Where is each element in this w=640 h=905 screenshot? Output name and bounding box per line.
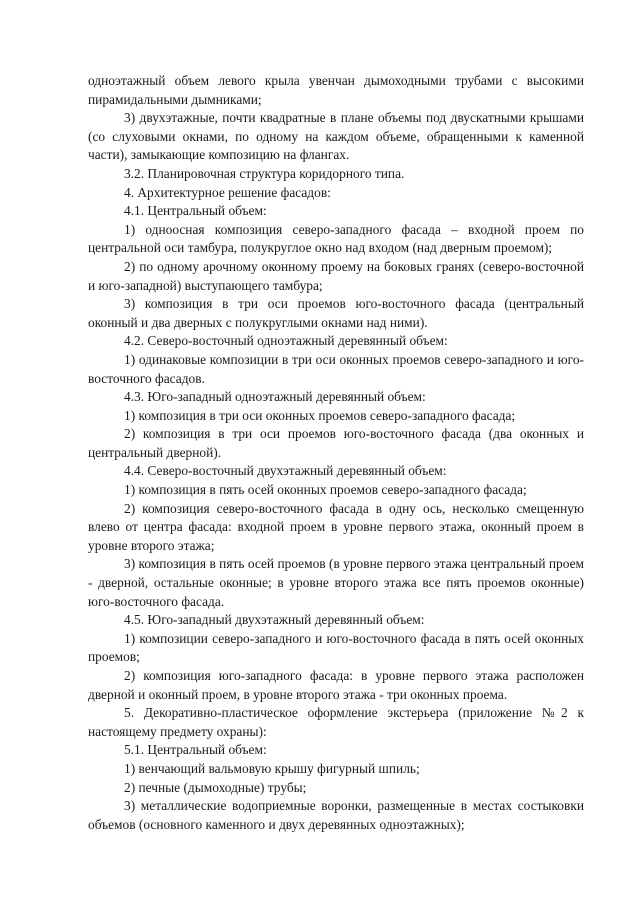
list-item: 1) композиции северо-западного и юго-восточного фасада в пять осей оконных проемов; xyxy=(88,630,584,665)
list-item: 1) одноосная композиция северо-западного фасада – входной проем по центральной оси тамбура, полукруглое окно над входом (над дверным проемом); xyxy=(88,221,584,256)
list-item: 2) композиция в три оси проемов юго-восточного фасада (два оконных и центральный дверной). xyxy=(88,426,584,460)
section-heading: 3.2. Планировочная структура коридорного типа. xyxy=(124,165,405,181)
subsection-heading: 4.3. Юго-западный одноэтажный деревянный объем: xyxy=(124,389,426,405)
document-body xyxy=(88,72,584,834)
list-item: 2) композиция юго-западного фасада: в уровне первого этажа расположен дверной и оконный проем, в уровне второго этажа - три оконных проема. xyxy=(88,668,584,702)
paragraph: 3) двухэтажные, почти квадратные в плане объемы под двускатными крышами (со слуховыми окнами, по одному на каждом объеме, обращенными к каменной части), замыкающие композицию на флангах. xyxy=(88,110,584,163)
list-item: 2) композиция северо-восточного фасада в одну ось, несколько смещенную влево от центра фасада: входной проем в уровне первого этажа, оконный проем в уровне второго этажа; xyxy=(88,500,584,553)
list-item: 1) композиция в пять осей оконных проемов северо-западного фасада; xyxy=(124,482,527,498)
subsection-heading: 4.5. Юго-западный двухэтажный деревянный объем: xyxy=(124,612,425,628)
list-item: 3) композиция в три оси проемов юго-восточного фасада (центральный оконный и два дверных с полукруглыми окнами над ними). xyxy=(88,296,584,330)
list-item: 3) композиция в пять осей проемов (в уровне первого этажа центральный проем - дверной, остальные оконные; в уровне второго этажа все пять проемов оконные) юго-восточного фасада. xyxy=(88,556,584,609)
list-item: 1) одинаковые композиции в три оси оконных проемов северо-западного и юго-восточного фасадов. xyxy=(88,351,584,386)
subsection-heading: 4.4. Северо-восточный двухэтажный деревянный объем: xyxy=(124,463,447,479)
list-item: 2) по одному арочному оконному проему на боковых гранях (северо-восточной и юго-западной) выступающего тамбура; xyxy=(88,258,584,293)
section-heading: 5. Декоративно-пластическое оформление экстерьера (приложение №2 к настоящему предмету охраны): xyxy=(88,705,584,739)
subsection-heading: 4.1. Центральный объем: xyxy=(124,203,267,219)
list-item: 1) композиция в три оси оконных проемов северо-западного фасада; xyxy=(124,407,516,423)
list-item: 3) металлические водоприемные воронки, размещенные в местах состыковки объемов (основного каменного и двух деревянных одноэтажных); xyxy=(88,798,584,832)
subsection-heading: 5.1. Центральный объем: xyxy=(124,742,267,758)
list-item: 1) венчающий вальмовую крышу фигурный шпиль; xyxy=(124,760,420,776)
paragraph: одноэтажный объем левого крыла увенчан дымоходными трубами с высокими пирамидальными дымниками; xyxy=(88,73,584,107)
section-heading: 4. Архитектурное решение фасадов: xyxy=(124,184,331,200)
subsection-heading: 4.2. Северо-восточный одноэтажный деревянный объем: xyxy=(124,333,448,349)
list-item: 2) печные (дымоходные) трубы; xyxy=(124,779,307,795)
